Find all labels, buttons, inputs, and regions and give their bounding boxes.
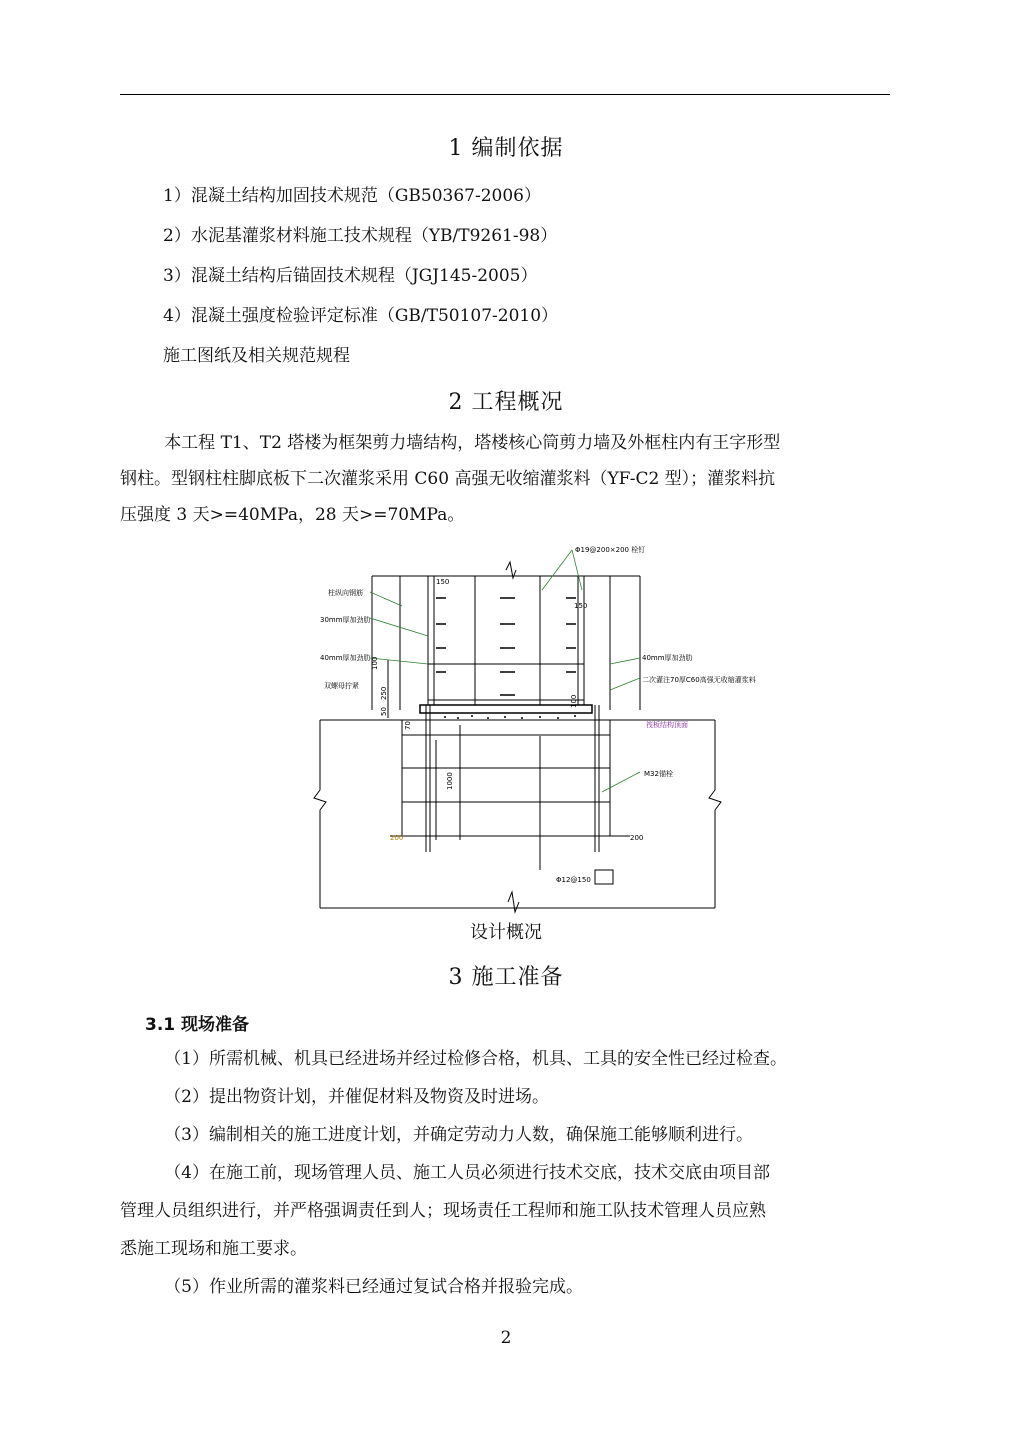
list-item: （5）作业所需的灌浆料已经通过复试合格并报验完成。 (164, 1277, 584, 1297)
dim-250: 250 (380, 686, 388, 700)
overview-line: 压强度 3 天>=40MPa，28 天>=70MPa。 (120, 505, 465, 525)
overview-paragraph (120, 425, 890, 533)
reference-note: 施工图纸及相关规范规程 (163, 346, 350, 366)
reference-item: 2）水泥基灌浆材料施工技术规程（YB/T9261-98） (163, 226, 558, 246)
label-double-nut: 双螺母拧紧 (324, 682, 359, 690)
label-raft-top: 筏板结构顶面 (646, 721, 688, 729)
list-item: 管理人员组织进行，并严格强调责任到人；现场责任工程师和施工队技术管理人员应熟 (120, 1201, 766, 1221)
label-stiffener-40-right: 40mm厚加劲肋 (642, 654, 693, 662)
list-item: （2）提出物资计划，并催促材料及物资及时进场。 (164, 1087, 550, 1107)
header-rule (120, 94, 890, 95)
reference-item: 3）混凝土结构后锚固技术规程（JGJ145-2005） (163, 266, 538, 286)
list-item: 悉施工现场和施工要求。 (120, 1239, 307, 1259)
preparation-list (120, 1040, 890, 1306)
dim-200-left: 200 (390, 834, 404, 842)
subsection-title: 3.1 现场准备 (145, 1015, 250, 1035)
reference-item: 4）混凝土强度检验评定标准（GB/T50107-2010） (163, 306, 559, 326)
section-1-title: 1 编制依据 (448, 136, 564, 161)
dim-150-left: 150 (436, 578, 450, 586)
label-stiffener-40-left: 40mm厚加劲肋 (320, 654, 371, 662)
section-3-title: 3 施工准备 (448, 965, 564, 990)
list-item: （3）编制相关的施工进度计划，并确定劳动力人数，确保施工能够顺利进行。 (164, 1125, 754, 1145)
overview-line: 钢柱。型钢柱柱脚底板下二次灌浆采用 C60 高强无收缩灌浆料（YF-C2 型）；灌浆料抗 (120, 469, 776, 489)
figure-caption: 设计概况 (470, 922, 542, 943)
label-stiffener-30: 30mm厚加劲肋 (320, 616, 371, 624)
overview-line: 本工程 T1、T2 塔楼为框架剪力墙结构，塔楼核心筒剪力墙及外框柱内有王字形型 (164, 433, 781, 453)
section-2-title: 2 工程概况 (448, 390, 564, 415)
label-bottom-rebar: Φ12@150 (556, 876, 591, 884)
label-grout: 二次灌注70厚C60高强无收缩灌浆料 (642, 676, 756, 684)
dim-100b: 100 (570, 694, 578, 708)
list-item: （1）所需机械、机具已经进场并经过检修合格，机具、工具的安全性已经过检查。 (164, 1049, 788, 1069)
page-number: 2 (500, 1328, 512, 1348)
dim-200-right: 200 (630, 834, 644, 842)
dim-50: 50 (380, 707, 388, 716)
design-drawing (310, 540, 756, 912)
label-stud: Φ19@200×200 栓钉 (575, 546, 646, 554)
dim-100: 100 (371, 656, 379, 670)
label-rebar: 柱纵向钢筋 (328, 589, 363, 597)
dim-1000: 1000 (446, 772, 454, 790)
reference-item: 1）混凝土结构加固技术规范（GB50367-2006） (163, 186, 541, 206)
list-item: （4）在施工前，现场管理人员、施工人员必须进行技术交底，技术交底由项目部 (164, 1163, 771, 1183)
dim-70: 70 (404, 721, 412, 730)
label-anchor-bolt: M32锚栓 (644, 770, 673, 778)
dim-150-right: 150 (574, 602, 588, 610)
